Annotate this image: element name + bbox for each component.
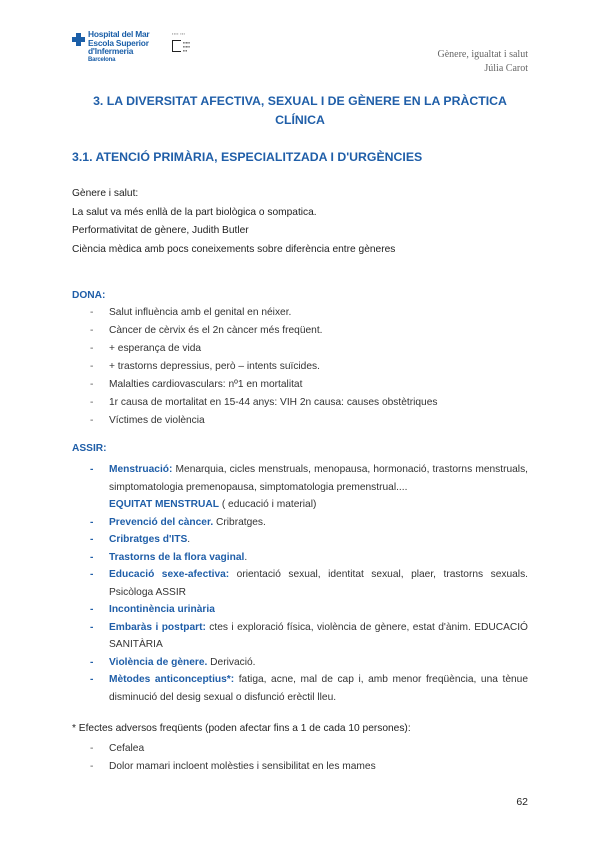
item-title: Incontinència urinària [109,604,215,615]
list-item: - + esperança de vida [90,340,528,358]
list-item: - + trastorns depressius, però – intents suïcides. [90,358,528,376]
list-item [90,654,528,672]
header-meta [437,48,528,76]
logo-line-4: Barcelona [88,56,116,63]
list-item: - Malalties cardiovasculars: nº1 en mortalitat [90,376,528,394]
list-item: - Dolor mamari incloent molèsties i sensibilitat en les mames [90,758,528,776]
list-item: - Càncer de cèrvix és el 2n càncer més freqüent. [90,322,528,340]
item-title: Educació sexe-afectiva: [109,569,230,580]
item-text: Derivació. [207,656,256,668]
intro-line: La salut va més enllà de la part biològica o sompatica. [72,206,317,218]
list-item [90,549,528,567]
list-item [90,671,528,706]
page-number: 62 [516,796,528,808]
item-text: orientació sexual, identitat sexual, plaer, trastorns sexuals. Psicòloga ASSIR [109,569,528,598]
hospital-del-mar-logo [72,30,150,64]
logo-line-2: Escola Superior [88,37,149,48]
university-logo: ▪▪▪▪ ▪▪▪ ▪▪▪▪▪ ▪▪▪▪▪ ▪▪▪ [172,32,191,54]
assir-label: ASSIR: [72,443,107,454]
logo-line-3: d'Infermeria [88,46,134,57]
footnote: * Efectes adversos freqüents (poden afectar fins a 1 de cada 10 persones): [72,723,411,734]
list-item: - Salut influència amb el genital en néixer. [90,304,528,322]
item-text: . [244,551,248,563]
intro-line: Performativitat de gènere, Judith Butler [72,225,249,236]
dona-list [90,304,528,430]
item-title: Mètodes anticonceptius*: [109,674,235,685]
list-item [90,514,528,532]
item-title: Menstruació: [109,464,173,475]
logo-line-1: Hospital del Mar [88,29,150,39]
list-item: - 1r causa de mortalitat en 15-44 anys: VIH 2n causa: causes obstètriques [90,394,528,412]
page-header [72,28,528,78]
list-item [90,566,528,601]
intro-line: Gènere i salut: [72,188,139,199]
list-item [90,601,528,619]
item-title: Trastorns de la flora vaginal [109,551,245,563]
item-title: EQUITAT MENSTRUAL [109,499,219,510]
assir-list [90,461,528,706]
header-author: Júlia Carot [484,63,528,74]
item-text: Menarquia, cicles menstruals, menopausa, hormonació, trastorns menstruals, simptomatologia premenopausa, simptomatologia premenstrual.... [109,464,528,493]
item-text: . [187,534,191,545]
item-title: Violència de gènere. [109,656,208,668]
list-item: - Víctimes de violència [90,412,528,430]
item-title: Cribratges d'ITS [109,534,188,545]
dona-label: DONA: [72,290,106,301]
list-item [90,619,528,654]
footnote-list [90,740,528,776]
list-item [90,531,528,549]
item-title: Embaràs i postpart: [109,621,206,633]
header-subject: Gènere, igualtat i salut [437,49,528,60]
item-text: ctes i exploració física, violència de gènere, estat d'ànim. EDUCACIÓ SANITÀRIA [109,621,528,650]
intro-block [72,185,395,259]
item-title: Prevenció del càncer. [109,516,214,528]
item-text: Cribratges. [213,516,266,528]
chapter-title: 3. LA DIVERSITAT AFECTIVA, SEXUAL I DE GÈNERE EN LA PRÀCTICA CLÍNICA [93,94,507,127]
cross-icon [72,33,85,46]
intro-line: Ciència mèdica amb pocs coneixements sobre diferència entre gèneres [72,243,396,255]
list-item: - Cefalea [90,740,528,758]
section-title: 3.1. ATENCIÓ PRIMÀRIA, ESPECIALITZADA I D'URGÈNCIES [72,150,423,164]
item-text: ( educació i material) [218,499,317,510]
list-item [90,461,528,514]
item-text: fatiga, acne, mal de cap i, amb menor freqüència, una tènue disminució del desig sexual o disfunció erèctil lleu. [109,674,528,703]
